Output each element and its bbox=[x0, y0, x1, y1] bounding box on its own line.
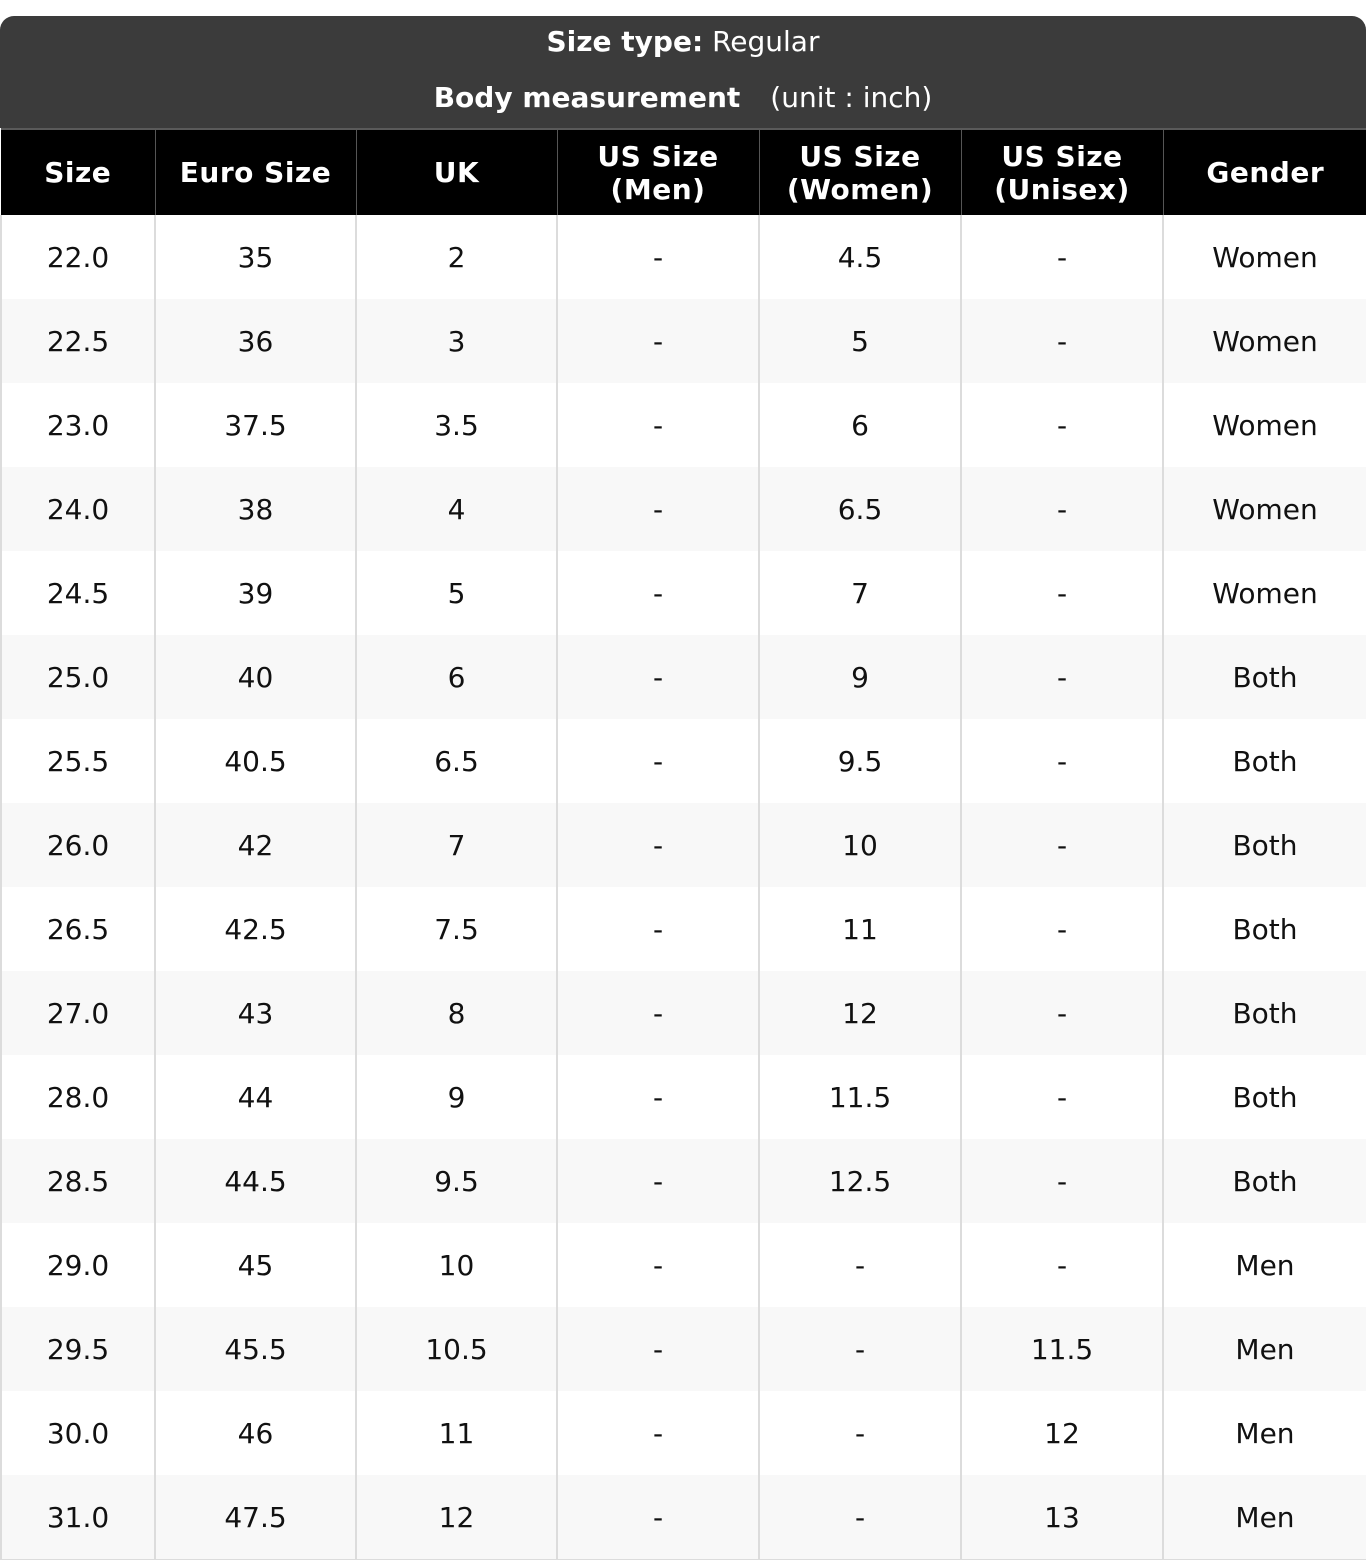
column-header-text: US Size bbox=[1001, 139, 1123, 173]
cell-us-size-men: - bbox=[557, 635, 759, 719]
cell-size: 22.0 bbox=[1, 215, 155, 299]
column-header-uk bbox=[356, 129, 557, 215]
table-row bbox=[1, 1307, 1366, 1391]
cell-size: 29.5 bbox=[1, 1307, 155, 1391]
cell-us-size-unisex: 13 bbox=[961, 1475, 1163, 1560]
cell-gender: Men bbox=[1163, 1223, 1366, 1307]
cell-us-size-unisex: - bbox=[961, 1139, 1163, 1223]
table-row bbox=[1, 215, 1366, 299]
cell-us-size-women: 11 bbox=[759, 887, 961, 971]
table-row bbox=[1, 467, 1366, 551]
cell-gender: Men bbox=[1163, 1391, 1366, 1475]
cell-uk: 9 bbox=[356, 1055, 557, 1139]
cell-us-size-men: - bbox=[557, 551, 759, 635]
cell-us-size-unisex: - bbox=[961, 383, 1163, 467]
cell-euro-size: 46 bbox=[155, 1391, 356, 1475]
cell-uk: 10 bbox=[356, 1223, 557, 1307]
cell-gender: Men bbox=[1163, 1475, 1366, 1560]
cell-euro-size: 35 bbox=[155, 215, 356, 299]
cell-gender: Women bbox=[1163, 383, 1366, 467]
cell-euro-size: 39 bbox=[155, 551, 356, 635]
cell-euro-size: 43 bbox=[155, 971, 356, 1055]
cell-size: 28.5 bbox=[1, 1139, 155, 1223]
cell-euro-size: 42.5 bbox=[155, 887, 356, 971]
cell-euro-size: 44.5 bbox=[155, 1139, 356, 1223]
table-row bbox=[1, 803, 1366, 887]
column-header-text: Euro Size bbox=[179, 156, 332, 189]
cell-size: 24.5 bbox=[1, 551, 155, 635]
cell-uk: 6 bbox=[356, 635, 557, 719]
cell-size: 24.0 bbox=[1, 467, 155, 551]
cell-us-size-unisex: - bbox=[961, 1055, 1163, 1139]
cell-us-size-unisex: - bbox=[961, 215, 1163, 299]
cell-us-size-unisex: - bbox=[961, 551, 1163, 635]
cell-us-size-women: 11.5 bbox=[759, 1055, 961, 1139]
cell-uk: 2 bbox=[356, 215, 557, 299]
cell-euro-size: 38 bbox=[155, 467, 356, 551]
column-header-text: (Men) bbox=[610, 172, 706, 206]
cell-us-size-unisex: - bbox=[961, 887, 1163, 971]
cell-uk: 6.5 bbox=[356, 719, 557, 803]
column-header-text: US Size bbox=[799, 139, 921, 173]
cell-euro-size: 40 bbox=[155, 635, 356, 719]
cell-us-size-men: - bbox=[557, 1055, 759, 1139]
cell-size: 28.0 bbox=[1, 1055, 155, 1139]
cell-us-size-men: - bbox=[557, 719, 759, 803]
cell-us-size-men: - bbox=[557, 971, 759, 1055]
column-header-text: Size bbox=[44, 156, 112, 189]
cell-us-size-men: - bbox=[557, 1475, 759, 1560]
column-header-gender bbox=[1163, 129, 1366, 215]
size-chart bbox=[0, 16, 1366, 1560]
cell-size: 26.5 bbox=[1, 887, 155, 971]
cell-us-size-unisex: - bbox=[961, 1223, 1163, 1307]
size-chart-banner bbox=[0, 16, 1366, 128]
cell-us-size-men: - bbox=[557, 1307, 759, 1391]
cell-uk: 7.5 bbox=[356, 887, 557, 971]
column-header-text: Gender bbox=[1206, 156, 1325, 189]
cell-us-size-women: - bbox=[759, 1307, 961, 1391]
cell-us-size-women: 4.5 bbox=[759, 215, 961, 299]
column-header-text: US Size bbox=[597, 139, 719, 173]
size-type-label: Size type: bbox=[546, 25, 704, 58]
cell-us-size-women: - bbox=[759, 1391, 961, 1475]
size-table bbox=[0, 128, 1366, 1560]
cell-us-size-men: - bbox=[557, 1223, 759, 1307]
cell-uk: 4 bbox=[356, 467, 557, 551]
cell-gender: Both bbox=[1163, 1139, 1366, 1223]
cell-uk: 8 bbox=[356, 971, 557, 1055]
measurement-label: Body measurement bbox=[433, 81, 741, 114]
cell-euro-size: 42 bbox=[155, 803, 356, 887]
cell-gender: Men bbox=[1163, 1307, 1366, 1391]
cell-uk: 12 bbox=[356, 1475, 557, 1560]
column-header-us-size-women bbox=[759, 129, 961, 215]
column-header-size bbox=[1, 129, 155, 215]
table-body bbox=[1, 215, 1366, 1560]
cell-uk: 10.5 bbox=[356, 1307, 557, 1391]
column-header-text: UK bbox=[433, 156, 480, 189]
cell-size: 29.0 bbox=[1, 1223, 155, 1307]
table-row bbox=[1, 719, 1366, 803]
size-type-line bbox=[0, 25, 1366, 58]
table-row bbox=[1, 971, 1366, 1055]
cell-us-size-women: - bbox=[759, 1475, 961, 1560]
cell-us-size-women: 6.5 bbox=[759, 467, 961, 551]
table-row bbox=[1, 1055, 1366, 1139]
cell-size: 31.0 bbox=[1, 1475, 155, 1560]
table-row bbox=[1, 635, 1366, 719]
cell-us-size-unisex: - bbox=[961, 803, 1163, 887]
cell-uk: 3.5 bbox=[356, 383, 557, 467]
cell-us-size-women: 12.5 bbox=[759, 1139, 961, 1223]
cell-size: 26.0 bbox=[1, 803, 155, 887]
cell-us-size-unisex: - bbox=[961, 467, 1163, 551]
cell-euro-size: 36 bbox=[155, 299, 356, 383]
table-row bbox=[1, 551, 1366, 635]
cell-size: 25.0 bbox=[1, 635, 155, 719]
cell-gender: Both bbox=[1163, 803, 1366, 887]
cell-us-size-women: 9.5 bbox=[759, 719, 961, 803]
cell-us-size-unisex: - bbox=[961, 635, 1163, 719]
cell-size: 25.5 bbox=[1, 719, 155, 803]
cell-gender: Both bbox=[1163, 1055, 1366, 1139]
cell-us-size-men: - bbox=[557, 803, 759, 887]
cell-size: 23.0 bbox=[1, 383, 155, 467]
cell-uk: 3 bbox=[356, 299, 557, 383]
measurement-unit: (unit : inch) bbox=[770, 81, 933, 114]
cell-euro-size: 40.5 bbox=[155, 719, 356, 803]
cell-size: 22.5 bbox=[1, 299, 155, 383]
cell-gender: Women bbox=[1163, 299, 1366, 383]
cell-us-size-men: - bbox=[557, 383, 759, 467]
cell-us-size-women: 9 bbox=[759, 635, 961, 719]
cell-euro-size: 47.5 bbox=[155, 1475, 356, 1560]
size-type-value: Regular bbox=[712, 25, 820, 58]
cell-us-size-women: - bbox=[759, 1223, 961, 1307]
measurement-line bbox=[0, 81, 1366, 114]
table-row bbox=[1, 383, 1366, 467]
cell-gender: Both bbox=[1163, 635, 1366, 719]
cell-euro-size: 37.5 bbox=[155, 383, 356, 467]
table-row bbox=[1, 1391, 1366, 1475]
cell-gender: Both bbox=[1163, 719, 1366, 803]
cell-us-size-women: 10 bbox=[759, 803, 961, 887]
cell-size: 30.0 bbox=[1, 1391, 155, 1475]
cell-us-size-men: - bbox=[557, 467, 759, 551]
cell-gender: Women bbox=[1163, 215, 1366, 299]
cell-gender: Both bbox=[1163, 971, 1366, 1055]
table-header-row bbox=[1, 129, 1366, 215]
cell-euro-size: 45 bbox=[155, 1223, 356, 1307]
cell-uk: 11 bbox=[356, 1391, 557, 1475]
cell-gender: Women bbox=[1163, 551, 1366, 635]
cell-us-size-men: - bbox=[557, 1139, 759, 1223]
column-header-text: (Women) bbox=[786, 172, 934, 206]
cell-us-size-unisex: - bbox=[961, 719, 1163, 803]
table-row bbox=[1, 1223, 1366, 1307]
cell-uk: 9.5 bbox=[356, 1139, 557, 1223]
cell-us-size-unisex: 12 bbox=[961, 1391, 1163, 1475]
table-row bbox=[1, 1475, 1366, 1560]
cell-gender: Both bbox=[1163, 887, 1366, 971]
cell-size: 27.0 bbox=[1, 971, 155, 1055]
column-header-us-size-men bbox=[557, 129, 759, 215]
cell-us-size-men: - bbox=[557, 299, 759, 383]
cell-us-size-women: 6 bbox=[759, 383, 961, 467]
table-row bbox=[1, 1139, 1366, 1223]
cell-uk: 7 bbox=[356, 803, 557, 887]
table-row bbox=[1, 299, 1366, 383]
cell-us-size-women: 5 bbox=[759, 299, 961, 383]
cell-us-size-men: - bbox=[557, 887, 759, 971]
cell-us-size-unisex: 11.5 bbox=[961, 1307, 1163, 1391]
column-header-us-size-unisex bbox=[961, 129, 1163, 215]
cell-us-size-men: - bbox=[557, 215, 759, 299]
cell-euro-size: 44 bbox=[155, 1055, 356, 1139]
cell-gender: Women bbox=[1163, 467, 1366, 551]
cell-uk: 5 bbox=[356, 551, 557, 635]
column-header-text: (Unisex) bbox=[994, 172, 1130, 206]
cell-us-size-men: - bbox=[557, 1391, 759, 1475]
cell-us-size-unisex: - bbox=[961, 971, 1163, 1055]
cell-us-size-women: 12 bbox=[759, 971, 961, 1055]
cell-us-size-unisex: - bbox=[961, 299, 1163, 383]
table-row bbox=[1, 887, 1366, 971]
cell-euro-size: 45.5 bbox=[155, 1307, 356, 1391]
cell-us-size-women: 7 bbox=[759, 551, 961, 635]
column-header-euro-size bbox=[155, 129, 356, 215]
